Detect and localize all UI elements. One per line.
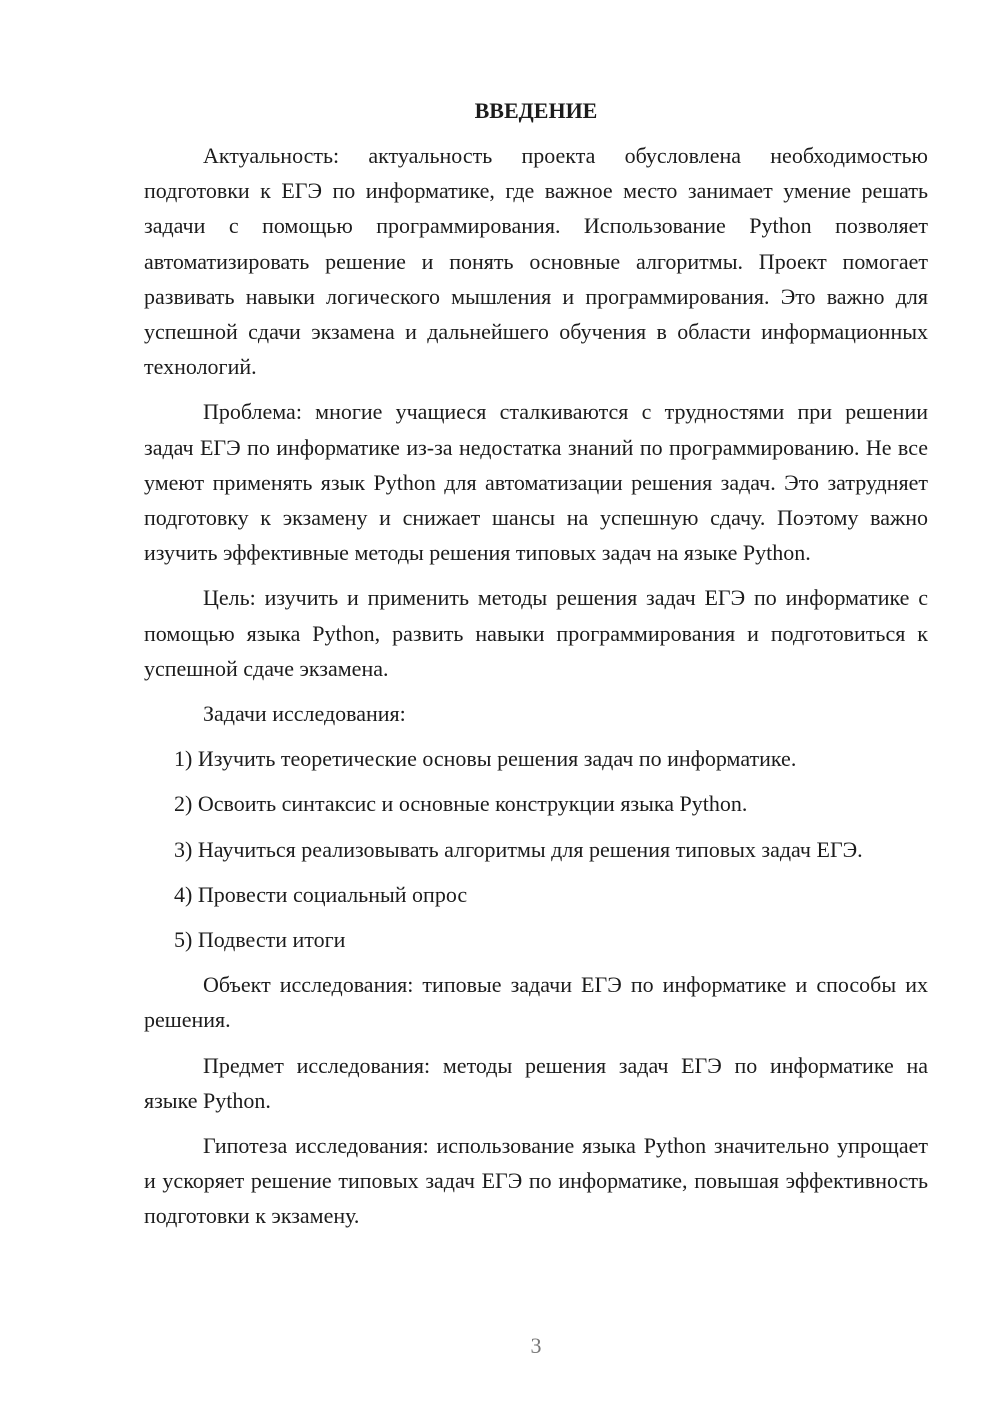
section-title: ВВЕДЕНИЕ bbox=[474, 98, 598, 123]
task-item-5: 5) Подвести итоги bbox=[174, 927, 346, 953]
goal-paragraph: Цель: изучить и применить методы решения задач ЕГЭ по информатике с помощью языка Python, развить навыки программирования и подготовиться к успешной сдаче экзамена. bbox=[144, 585, 928, 681]
relevance-paragraph: Актуальность: актуальность проекта обусловлена необходимостью подготовки к ЕГЭ по информатике, где важное место занимает умение решать задачи с помощью программирования. Использование Python позволяет автоматизировать решение и понять основные алгоритмы. Проект помогает развивать навыки логического мышления и программирования. Это важно для успешной сдачи экзамена и дальнейшего обучения в области информационных технологий. bbox=[144, 143, 928, 380]
object-paragraph: Объект исследования: типовые задачи ЕГЭ по информатике и способы их решения. bbox=[144, 972, 928, 1033]
tasks-heading: Задачи исследования: bbox=[203, 701, 406, 727]
hypothesis-paragraph: Гипотеза исследования: использование языка Python значительно упрощает и ускоряет решение типовых задач ЕГЭ по информатике, повышая эффективность подготовки к экзамену. bbox=[144, 1133, 928, 1229]
task-item-4: 4) Провести социальный опрос bbox=[174, 881, 468, 907]
page-number: 3 bbox=[530, 1333, 542, 1358]
task-item-3: 3) Научиться реализовывать алгоритмы для решения типовых задач ЕГЭ. bbox=[174, 836, 863, 862]
task-item-2: 2) Освоить синтаксис и основные конструкции языка Python. bbox=[174, 791, 748, 817]
page-body bbox=[144, 93, 928, 1244]
task-item-1: 1) Изучить теоретические основы решения задач по информатике. bbox=[174, 746, 797, 772]
subject-paragraph: Предмет исследования: методы решения задач ЕГЭ по информатике на языке Python. bbox=[144, 1052, 928, 1113]
problem-paragraph: Проблема: многие учащиеся сталкиваются с трудностями при решении задач ЕГЭ по информатике из-за недостатка знаний по программированию. Не все умеют применять язык Python для автоматизации решения задач. Это затрудняет подготовку к экзамену и снижает шансы на успешную сдачу. Поэтому важно изучить эффективные методы решения типовых задач на языке Python. bbox=[144, 399, 928, 566]
